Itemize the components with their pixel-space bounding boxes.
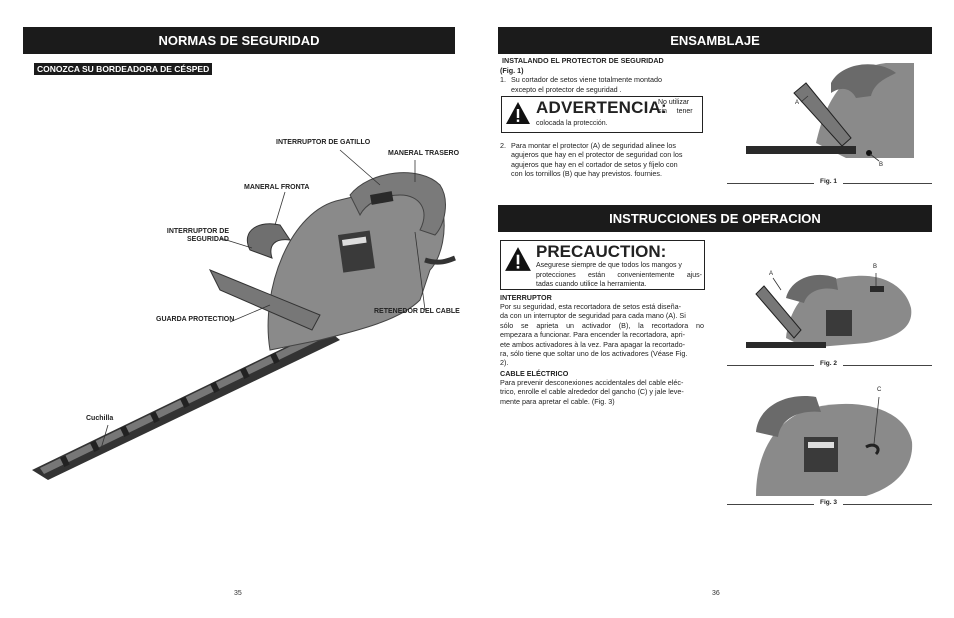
step-1 [500,75,662,84]
warning-text-1: No utilizar [658,99,690,106]
label-guard: GUARDA PROTECTION [156,316,235,323]
switch-line: empezara a funcionar. Para encender la recortadora, apri- [500,330,685,340]
fig3-rule [727,504,814,505]
left-subheader: CONOZCA SU BORDEADORA DE CÉSPED [34,63,212,75]
operation-header: INSTRUCCIONES DE OPERACION [498,205,932,232]
fig2-label-b: B [873,264,878,270]
cable-title: CABLE ELÉCTRICO [500,369,569,378]
cable-paragraph [500,378,704,406]
caution-title: PRECAUCTION: [536,242,667,261]
switch-line: Por su seguridad, esta recortadora de setos está diseña- [500,302,681,311]
page-number-left: 35 [234,590,242,597]
label-rear-handle: MANERAL TRASERO [388,150,460,157]
fig2-label-a: A [769,271,774,277]
switch-paragraph [500,302,704,368]
caution-line: protecciones están convenientemente ajus- [536,271,702,279]
fig1-label-a: A [795,100,800,106]
warning-triangle-icon [504,245,532,273]
fig3-caption: Fig. 3 [820,499,837,506]
fig1-caption: Fig. 1 [820,178,837,185]
switch-line: da con un interruptor de seguridad para cada mano (A). Si [500,311,686,321]
fig1-photo [746,58,914,163]
fig3-rule-right [843,504,932,505]
warning-text-2: sin tener [658,108,693,115]
warning-text-3: colocada la protección. [536,120,608,127]
caution-text [536,261,702,290]
fig3-label-c: C [877,387,882,393]
step-2 [500,141,705,179]
warning-triangle-icon [505,100,531,126]
install-title: INSTALANDO EL PROTECTOR DE SEGURIDAD [502,56,664,65]
fig2-rule [727,365,814,366]
label-safety-switch [165,228,229,244]
step-1-number: 1. [500,75,506,84]
install-fig-ref: (Fig. 1) [500,66,524,75]
step-2-line: agujeros que hay en el protector de seguridad con los [511,150,683,160]
label-safety-switch-line1: INTERRUPTOR DE [166,228,229,235]
label-safety-switch-line2: SEGURIDAD [186,236,229,243]
label-front-handle: MANERAL FRONTA [244,184,310,191]
warning-box [501,96,703,133]
fig2-rule-right [843,365,932,366]
cable-line: Para prevenir desconexiones accidentales del cable eléc- [500,378,684,387]
caution-line: tadas cuando utilice la herramienta. [536,281,647,288]
fig1-rule-right [843,183,932,184]
left-section-header: NORMAS DE SEGURIDAD [23,27,455,54]
switch-line: sólo se aprieta un activador (B), la recortadora no [500,320,704,330]
label-cord-retainer: RETENEDOR DEL CABLE [374,308,460,315]
switch-title: INTERRUPTOR [500,293,552,302]
step-1-line1: Su cortador de setos viene totalmente montado [511,75,663,84]
label-blade: Cuchilla [86,415,114,422]
page-number-right: 36 [712,590,720,597]
step-2-line: Para montar el protector (A) de seguridad alinee los [511,141,677,150]
warning-title: ADVERTENCIA: [536,98,667,117]
step-2-number: 2. [500,141,506,150]
switch-line: ete ambos activadores à la vez. Para apagar la recortado- [500,339,685,349]
switch-line: ra, sólo tiene que soltar uno de los activadores (Véase Fig. [500,349,688,359]
fig2-caption: Fig. 2 [820,360,837,367]
fig3-photo [746,392,914,496]
assembly-header: ENSAMBLAJE [498,27,932,54]
cable-line: trico, enrolle el cable alrededor del gancho (C) y jale leve- [500,387,684,397]
fig1-label-b: B [879,162,884,168]
step-2-line: con los tornillos (B) que hay previstos. fournies. [511,169,663,179]
fig2-photo [746,268,914,358]
step-1-line2: excepto el protector de seguridad . [511,85,622,94]
step-2-line: agujeros que hay en el cortador de setos y fíjelo con [511,159,678,169]
caution-box [500,240,705,290]
label-trigger: INTERRUPTOR DE GATILLO [276,139,371,146]
cable-line: mente para apretar el cable. (Fig. 3) [500,396,615,406]
fig1-rule [727,183,814,184]
switch-line: 2). [500,358,509,368]
caution-line: Asegurese siempre de que todos los mangos y [536,262,682,269]
